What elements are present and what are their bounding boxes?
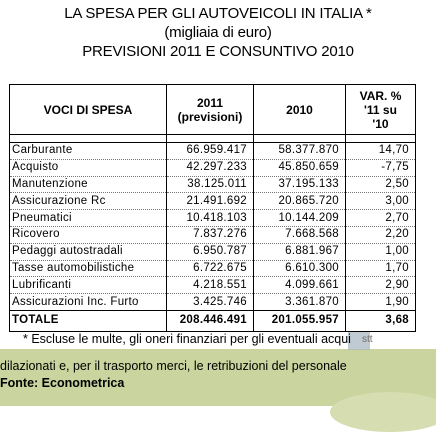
table-row (10, 176, 416, 193)
header-2010: 2010 (254, 85, 346, 135)
header-var (346, 85, 416, 135)
row-label: Assicurazioni Inc. Furto (10, 294, 167, 311)
row-var: 2,20 (346, 226, 416, 243)
row-2010: 20.865.720 (254, 193, 346, 210)
header-2011 (167, 85, 254, 135)
row-label: Pedaggi autostradali (10, 243, 167, 260)
table-row (10, 260, 416, 277)
row-label: Assicurazione Rc (10, 193, 167, 210)
row-2010: 7.668.568 (254, 226, 346, 243)
title-period: PREVISIONI 2011 E CONSUNTIVO 2010 (82, 43, 354, 60)
title-units: (migliaia di euro) (164, 24, 272, 41)
table-row (10, 193, 416, 210)
row-2011: 66.959.417 (167, 143, 254, 160)
row-2011: 10.418.103 (167, 210, 254, 227)
row-2011: 42.297.233 (167, 159, 254, 176)
total-label: TOTALE (10, 310, 167, 331)
row-label: Carburante (10, 143, 167, 160)
total-2011: 208.446.491 (167, 310, 254, 331)
row-2011: 4.218.551 (167, 277, 254, 294)
row-label: Lubrificanti (10, 277, 167, 294)
row-label: Acquisto (10, 159, 167, 176)
table-row (10, 159, 416, 176)
table-row (10, 277, 416, 294)
row-2010: 4.099.661 (254, 277, 346, 294)
table-row (10, 210, 416, 227)
row-label: Ricovero (10, 226, 167, 243)
row-2010: 3.361.870 (254, 294, 346, 311)
row-2010: 6.610.300 (254, 260, 346, 277)
row-var: 1,70 (346, 260, 416, 277)
table-row (10, 226, 416, 243)
row-label: Pneumatici (10, 210, 167, 227)
row-var: 2,90 (346, 277, 416, 294)
row-2011: 6.722.675 (167, 260, 254, 277)
row-label: Manutenzione (10, 176, 167, 193)
table-row (10, 243, 416, 260)
header-var-l1: VAR. % (359, 88, 402, 103)
header-row (10, 85, 416, 135)
row-2010: 6.881.967 (254, 243, 346, 260)
row-2010: 58.377.870 (254, 143, 346, 160)
footnote-line1: * Escluse le multe, gli oneri finanziari per gli eventuali acqui (23, 332, 351, 346)
overlay-fragment-text: stt (362, 334, 373, 345)
header-var-l2: '11 su (364, 102, 397, 117)
header-2011-year: 2011 (196, 95, 224, 110)
row-2010: 10.144.209 (254, 210, 346, 227)
row-var: 3,00 (346, 193, 416, 210)
row-2011: 7.837.276 (167, 226, 254, 243)
total-2010: 201.055.957 (254, 310, 346, 331)
row-2011: 3.425.746 (167, 294, 254, 311)
footnote-line2: dilazionati e, per il trasporto merci, le retribuzioni del personale (0, 359, 347, 373)
row-var: 1,90 (346, 294, 416, 311)
total-var: 3,68 (346, 310, 416, 331)
total-row (10, 310, 416, 331)
source-label: Fonte: Econometrica (0, 376, 125, 390)
header-2011-note: (previsioni) (177, 109, 243, 124)
title-block (0, 4, 436, 61)
row-var: 14,70 (346, 143, 416, 160)
header-voci: VOCI DI SPESA (10, 85, 167, 135)
row-2011: 21.491.692 (167, 193, 254, 210)
footer-ellipse-decoration (330, 392, 436, 432)
row-2011: 6.950.787 (167, 243, 254, 260)
row-label: Tasse automobilistiche (10, 260, 167, 277)
row-var: 2,70 (346, 210, 416, 227)
table-row (10, 143, 416, 160)
row-2011: 38.125.011 (167, 176, 254, 193)
table-row (10, 294, 416, 311)
row-var: 2,50 (346, 176, 416, 193)
title-main: LA SPESA PER GLI AUTOVEICOLI IN ITALIA * (64, 5, 372, 22)
row-2010: 45.850.659 (254, 159, 346, 176)
row-2010: 37.195.133 (254, 176, 346, 193)
spacer-row (10, 135, 416, 143)
row-var: 1,00 (346, 243, 416, 260)
expense-table (9, 84, 415, 332)
row-var: -7,75 (346, 159, 416, 176)
footer (0, 332, 436, 406)
header-var-l3: '10 (372, 116, 389, 131)
